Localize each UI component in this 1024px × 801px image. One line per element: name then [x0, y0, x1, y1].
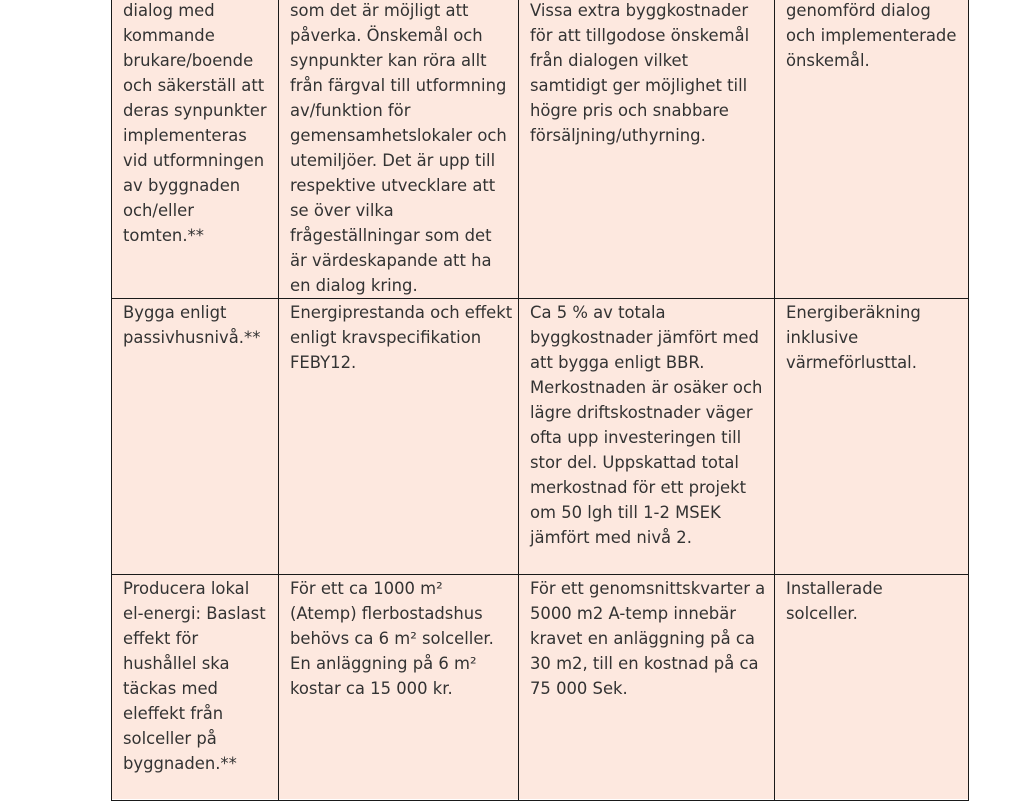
cell-text-line: Energiberäkning — [786, 303, 921, 322]
document-page — [111, 0, 969, 799]
cell-text-line: ofta upp investeringen till — [530, 428, 742, 447]
cell-text-line: av/funktion för — [290, 101, 411, 120]
table-cell-requirement — [112, 575, 279, 801]
table-cell-verification — [775, 575, 969, 801]
table-cell-verification — [775, 299, 969, 575]
cell-text-line: inklusive — [786, 328, 859, 347]
cell-text-line: respektive utvecklare att — [290, 176, 496, 195]
cell-text-line: implementeras — [123, 126, 247, 145]
cell-text-line: enligt kravspecifikation — [290, 328, 482, 347]
table-row — [112, 0, 969, 299]
cell-text-line: (Atemp) flerbostadshus — [290, 604, 483, 623]
cell-text-line: önskemål. — [786, 51, 870, 70]
cell-text-line: och implementerade — [786, 26, 957, 45]
table-cell-requirement — [112, 0, 279, 299]
cell-text-line: är värdeskapande att ha — [290, 251, 492, 270]
table-cell-description — [279, 575, 519, 801]
cell-text-line: att bygga enligt BBR. — [530, 353, 705, 372]
cell-text-line: byggnaden.** — [123, 754, 237, 773]
cell-text-line: högre pris och snabbare — [530, 101, 729, 120]
cell-text-line: dialog med — [123, 1, 215, 20]
cell-text-line: samtidigt ger möjlighet till — [530, 76, 748, 95]
cell-text-line: tomten.** — [123, 226, 204, 245]
cell-text-line: solceller på — [123, 729, 217, 748]
table-cell-cost — [519, 0, 775, 299]
cell-text-line: byggkostnader jämfört med — [530, 328, 759, 347]
table-cell-cost — [519, 299, 775, 575]
cell-text-line: frågeställningar som det — [290, 226, 492, 245]
cell-text-line: kommande — [123, 26, 215, 45]
cell-text-line: Vissa extra byggkostnader — [530, 1, 749, 20]
cell-text-line: För ett genomsnittskvarter a — [530, 579, 766, 598]
cell-text-line: Bygga enligt — [123, 303, 227, 322]
cell-text-line: behövs ca 6 m² solceller. — [290, 629, 494, 648]
cell-text-line: Energiprestanda och effekt — [290, 303, 513, 322]
table-cell-cost — [519, 575, 775, 801]
cell-text-line: En anläggning på 6 m² — [290, 654, 477, 673]
cell-text-line: 5000 m2 A-temp innebär — [530, 604, 736, 623]
cell-text-line: För ett ca 1000 m² — [290, 579, 443, 598]
cell-text-line: påverka. Önskemål och — [290, 26, 483, 45]
cell-text-line: synpunkter kan röra allt — [290, 51, 487, 70]
cell-text-line: en dialog kring. — [290, 276, 418, 295]
requirements-table — [111, 0, 969, 801]
table-cell-description — [279, 0, 519, 299]
cell-text-line: Merkostnaden är osäker och — [530, 378, 763, 397]
cell-text-line: kostar ca 15 000 kr. — [290, 679, 453, 698]
cell-text-line: passivhusnivå.** — [123, 328, 261, 347]
cell-text-line: om 50 lgh till 1-2 MSEK — [530, 503, 721, 522]
cell-text-line: stor del. Uppskattad total — [530, 453, 739, 472]
cell-text-line: jämfört med nivå 2. — [530, 528, 692, 547]
cell-text-line: solceller. — [786, 604, 858, 623]
cell-text-line: deras synpunkter — [123, 101, 267, 120]
cell-text-line: Ca 5 % av totala — [530, 303, 666, 322]
cell-text-line: se över vilka — [290, 201, 394, 220]
table-cell-requirement — [112, 299, 279, 575]
cell-text-line: som det är möjligt att — [290, 1, 469, 20]
cell-text-line: brukare/boende — [123, 51, 254, 70]
cell-text-line: kravet en anläggning på ca — [530, 629, 755, 648]
cell-text-line: effekt för — [123, 629, 199, 648]
cell-text-line: Producera lokal — [123, 579, 250, 598]
table-cell-description — [279, 299, 519, 575]
cell-text-line: täckas med — [123, 679, 218, 698]
cell-text-line: försäljning/uthyrning. — [530, 126, 706, 145]
cell-text-line: utemiljöer. Det är upp till — [290, 151, 496, 170]
cell-text-line: lägre driftskostnader väger — [530, 403, 753, 422]
table-row — [112, 575, 969, 801]
cell-text-line: värmeförlusttal. — [786, 353, 917, 372]
cell-text-line: av byggnaden — [123, 176, 241, 195]
cell-text-line: från dialogen vilket — [530, 51, 689, 70]
cell-text-line: 75 000 Sek. — [530, 679, 628, 698]
table-row — [112, 299, 969, 575]
cell-text-line: Installerade — [786, 579, 883, 598]
cell-text-line: för att tillgodose önskemål — [530, 26, 750, 45]
table-cell-verification — [775, 0, 969, 299]
cell-text-line: och/eller — [123, 201, 194, 220]
cell-text-line: vid utformningen — [123, 151, 265, 170]
cell-text-line: gemensamhetslokaler och — [290, 126, 507, 145]
cell-text-line: eleffekt från — [123, 704, 224, 723]
cell-text-line: och säkerställ att — [123, 76, 265, 95]
cell-text-line: hushållel ska — [123, 654, 230, 673]
cell-text-line: el-energi: Baslast — [123, 604, 266, 623]
cell-text-line: FEBY12. — [290, 353, 357, 372]
cell-text-line: genomförd dialog — [786, 1, 931, 20]
cell-text-line: 30 m2, till en kostnad på ca — [530, 654, 759, 673]
cell-text-line: från färgval till utformning — [290, 76, 507, 95]
cell-text-line: merkostnad för ett projekt — [530, 478, 746, 497]
